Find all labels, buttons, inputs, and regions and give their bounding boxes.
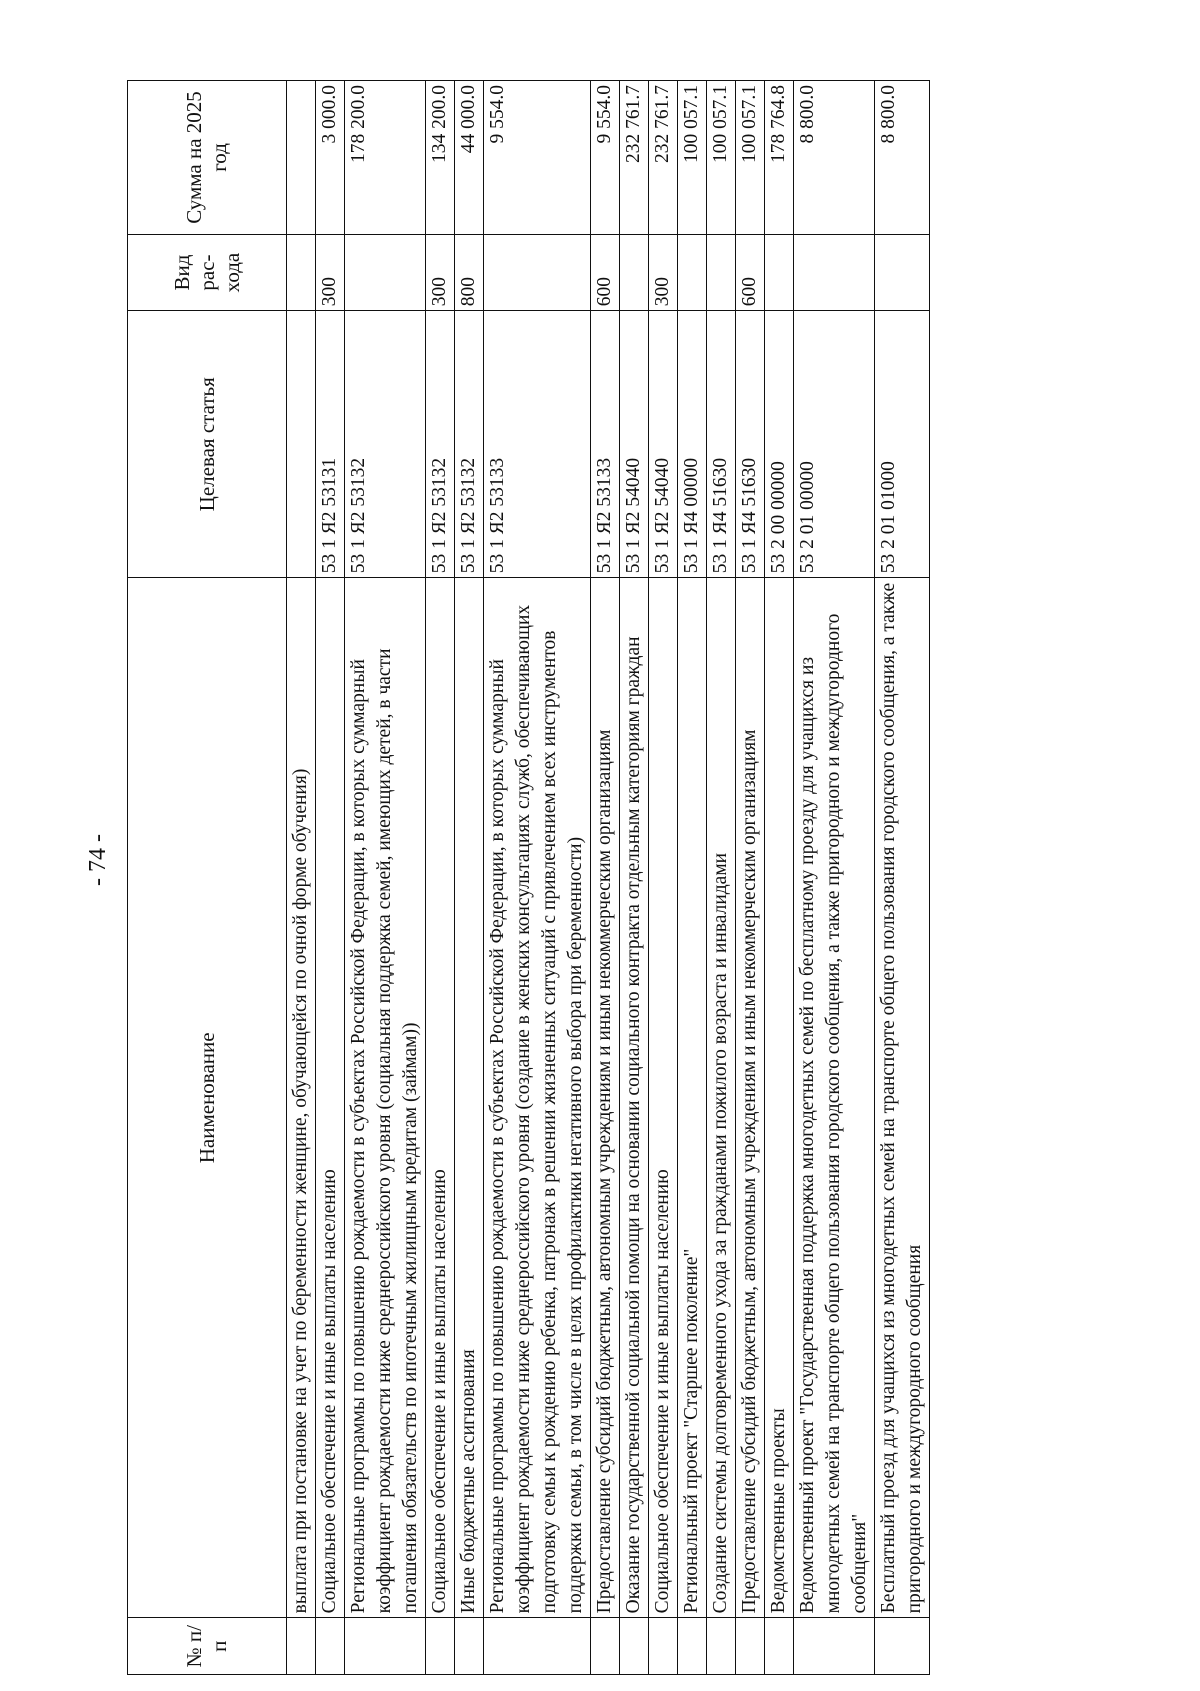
table-row [794,81,875,1675]
budget-sheet [127,80,1052,1675]
row-target-cell: 53 1 Я2 53133 [484,311,591,578]
table-row [736,81,765,1675]
row-kind-cell [765,234,794,310]
header-name: Наименование [128,578,287,1618]
row-target-cell: 53 1 Я2 53131 [316,311,345,578]
row-target-cell: 53 1 Я4 00000 [678,311,707,578]
row-name-cell: Социальное обеспечение и иные выплаты населению [649,578,678,1618]
row-target-cell: 53 1 Я2 54040 [649,311,678,578]
row-sum-cell: 178 764.8 [765,81,794,235]
table-row [875,81,930,1675]
row-name-cell: Бесплатный проезд для учащихся из многодетных семей на транспорте общего пользования городского сообщения, а также пригородного и междугородного сообщения [875,578,930,1618]
budget-table [127,80,930,1675]
row-name-cell: Иные бюджетные ассигнования [455,578,484,1618]
row-target-cell: 53 1 Я2 53132 [345,311,426,578]
row-kind-cell [484,234,591,310]
table-row [455,81,484,1675]
row-num-cell [736,1618,765,1675]
row-name-cell: Социальное обеспечение и иные выплаты населению [316,578,345,1618]
table-row [591,81,620,1675]
row-sum-cell: 134 200.0 [426,81,455,235]
row-sum-cell: 9 554.0 [591,81,620,235]
row-num-cell [484,1618,591,1675]
row-kind-cell [678,234,707,310]
table-row [345,81,426,1675]
row-target-cell: 53 1 Я2 53133 [591,311,620,578]
row-kind-cell: 800 [455,234,484,310]
table-row [707,81,736,1675]
row-sum-cell: 100 057.1 [736,81,765,235]
row-num-cell [316,1618,345,1675]
row-target-cell: 53 2 00 00000 [765,311,794,578]
row-target-cell: 53 1 Я4 51630 [707,311,736,578]
row-kind-cell: 600 [736,234,765,310]
row-kind-cell [794,234,875,310]
table-row [426,81,455,1675]
row-sum-cell: 232 761.7 [620,81,649,235]
row-num-cell [794,1618,875,1675]
row-num-cell [765,1618,794,1675]
row-kind-cell [287,234,316,310]
table-row [649,81,678,1675]
row-name-cell: выплата при постановке на учет по беременности женщине, обучающейся по очной форме обучения) [287,578,316,1618]
row-sum-cell: 8 800.0 [794,81,875,235]
row-kind-cell [345,234,426,310]
row-num-cell [620,1618,649,1675]
table-header-row [128,81,287,1675]
row-num-cell [287,1618,316,1675]
row-sum-cell: 9 554.0 [484,81,591,235]
row-sum-cell: 3 000.0 [316,81,345,235]
row-sum-cell: 44 000.0 [455,81,484,235]
row-name-cell: Ведомственные проекты [765,578,794,1618]
row-sum-cell: 100 057.1 [707,81,736,235]
row-name-cell: Региональные программы по повышению рождаемости в субъектах Российской Федерации, в которых суммарный коэффициент рождаемости ниже среднероссийского уровня (создание в женских консультациях служб, обеспечивающих подготовку семьи к рождению ребенка, патронаж в решении жизненных ситуаций с привлечением всех инструментов поддержки семьи, в том числе в целях профилактики негативного выбора при беременности) [484,578,591,1618]
row-kind-cell: 300 [316,234,345,310]
header-num: № п/п [128,1618,287,1675]
row-name-cell: Оказание государственной социальной помощи на основании социального контракта отдельным категориям граждан [620,578,649,1618]
row-sum-cell: 232 761.7 [649,81,678,235]
row-sum-cell: 100 057.1 [678,81,707,235]
row-num-cell [455,1618,484,1675]
row-num-cell [426,1618,455,1675]
row-name-cell: Предоставление субсидий бюджетным, автономным учреждениям и иным некоммерческим организациям [591,578,620,1618]
row-num-cell [707,1618,736,1675]
row-sum-cell [287,81,316,235]
row-name-cell: Предоставление субсидий бюджетным, автономным учреждениям и иным некоммерческим организациям [736,578,765,1618]
row-target-cell [287,311,316,578]
row-num-cell [345,1618,426,1675]
table-row [316,81,345,1675]
header-target: Целевая статья [128,311,287,578]
row-name-cell: Ведомственный проект "Государственная поддержка многодетных семей по бесплатному проезду для учащихся из многодетных семей на транспорте общего пользования городского сообщения, а также пригородного и междугородного сообщения" [794,578,875,1618]
table-row [765,81,794,1675]
page-number: - 74 - [85,834,111,886]
row-kind-cell: 300 [426,234,455,310]
row-name-cell: Социальное обеспечение и иные выплаты населению [426,578,455,1618]
row-kind-cell [707,234,736,310]
row-target-cell: 53 2 01 01000 [875,311,930,578]
row-kind-cell [875,234,930,310]
table-row [678,81,707,1675]
row-name-cell: Региональный проект "Старшее поколение" [678,578,707,1618]
row-num-cell [678,1618,707,1675]
row-kind-cell: 300 [649,234,678,310]
row-name-cell: Региональные программы по повышению рождаемости в субъектах Российской Федерации, в которых суммарный коэффициент рождаемости ниже среднероссийского уровня (социальная поддержка семей, имеющих детей, в части погашения обязательств по ипотечным жилищным кредитам (займам)) [345,578,426,1618]
row-target-cell: 53 2 01 00000 [794,311,875,578]
row-target-cell: 53 1 Я2 53132 [455,311,484,578]
row-num-cell [649,1618,678,1675]
row-num-cell [875,1618,930,1675]
table-row [287,81,316,1675]
row-name-cell: Создание системы долговременного ухода за гражданами пожилого возраста и инвалидами [707,578,736,1618]
row-num-cell [591,1618,620,1675]
row-target-cell: 53 1 Я2 54040 [620,311,649,578]
row-target-cell: 53 1 Я2 53132 [426,311,455,578]
row-sum-cell: 178 200.0 [345,81,426,235]
row-target-cell: 53 1 Я4 51630 [736,311,765,578]
table-row [484,81,591,1675]
header-sum: Сумма на 2025 год [128,81,287,235]
header-kind: Вид рас- хода [128,234,287,310]
row-sum-cell: 8 800.0 [875,81,930,235]
table-row [620,81,649,1675]
row-kind-cell: 600 [591,234,620,310]
row-kind-cell [620,234,649,310]
